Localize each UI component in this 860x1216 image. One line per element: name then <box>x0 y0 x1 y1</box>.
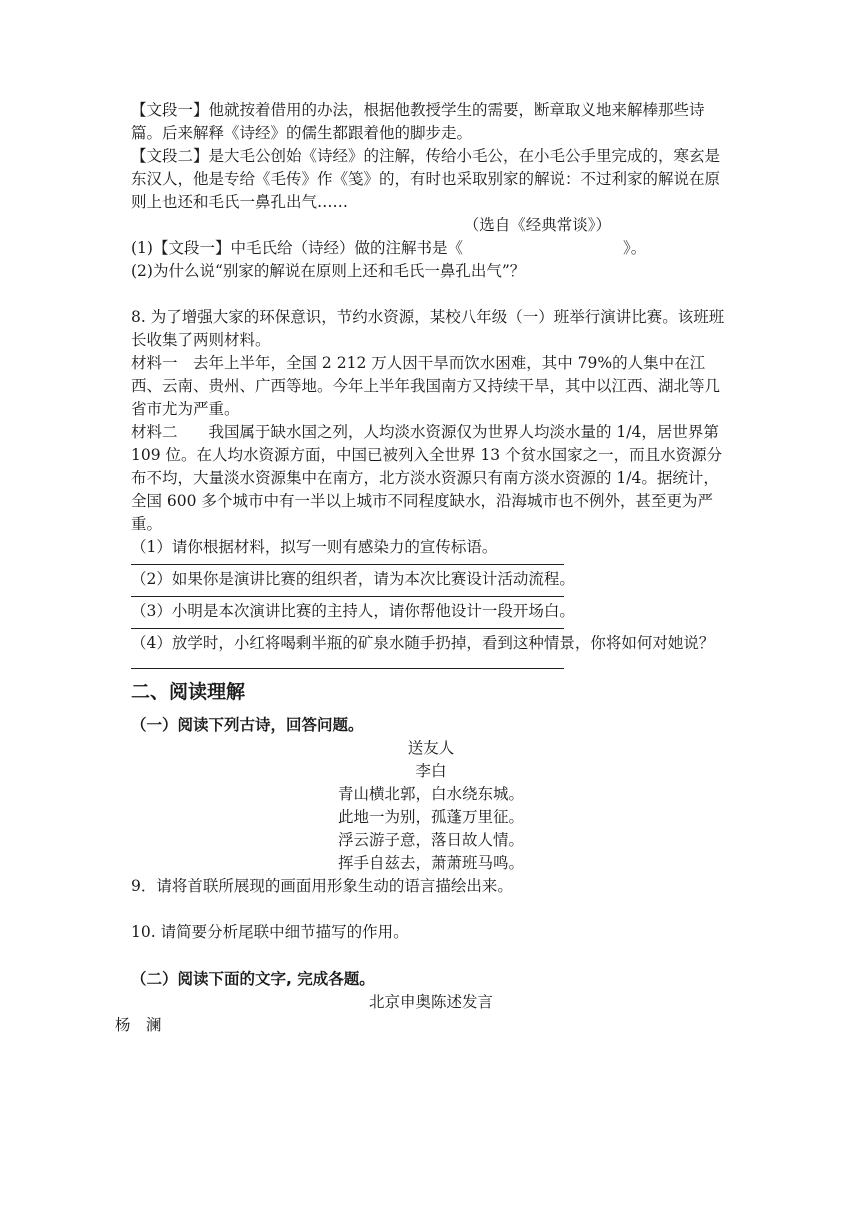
answer-line <box>131 595 564 597</box>
question-8-intro: 8. 为了增强大家的环保意识，节约水资源，某校八年级（一）班举行演讲比赛。该班班长收集了两则材料。 <box>131 308 725 349</box>
answer-line <box>131 563 564 565</box>
source-note: （选自《经典常谈》） <box>463 216 611 234</box>
answer-line <box>131 627 564 629</box>
subsection-heading-1: （一）阅读下列古诗，回答问题。 <box>131 716 364 734</box>
question-7-1-end: 》。 <box>622 239 647 257</box>
material-two: 材料二 我国属于缺水国之列，人均淡水资源仅为世界人均淡水量的 1/4，居世界第 109 位。在人均水资源方面，中国已被列入全世界 13 个贫水国家之一，而且水资源分布不均，大量淡水资源集中在南方，北方淡水资源只有南方淡水资源的 1/4。据统计，全国 600 多个城市中有一半以上城市不同程度缺水，沿海城市也不例外，甚至更为严重。 <box>131 423 724 533</box>
question-7-1-text: (1)【文段一】中毛氏给（诗经）做的注解书是《 <box>131 239 463 257</box>
document-page <box>115 99 731 1037</box>
poem-author: 李白 <box>415 762 447 780</box>
question-9: 9．请将首联所展现的画面用形象生动的语言描绘出来。 <box>131 877 513 895</box>
question-8-4: （4）放学时，小红将喝剩半瓶的矿泉水随手扔掉，看到这种情景，你将如何对她说？ <box>131 634 715 652</box>
poem-title: 送友人 <box>407 739 455 757</box>
question-8-2: （2）如果你是演讲比赛的组织者，请为本次比赛设计活动流程。 <box>131 570 575 588</box>
passage-two: 【文段二】是大毛公创始《诗经》的注解，传给小毛公，在小毛公手里完成的，寒玄是东汉人，他是专给《毛传》作《笺》的，有时也采取别家的解说：不过利家的解说在原则上也还和毛氏一鼻孔出气…… <box>131 147 721 211</box>
question-7-2: (2)为什么说“别家的解说在原则上还和毛氏一鼻孔出气”？ <box>131 262 526 280</box>
poem-line: 挥手自兹去，萧萧班马鸣。 <box>337 854 524 872</box>
article-author: 杨 澜 <box>115 1016 162 1034</box>
subsection-heading-2: （二）阅读下面的文字, 完成各题。 <box>131 970 375 988</box>
material-one: 材料一 去年上半年，全国 2 212 万人因干旱而饮水困难，其中 79%的人集中在江西、云南、贵州、广西等地。今年上半年我国南方又持续干旱，其中以江西、湖北等几省市尤为严重。 <box>131 354 721 418</box>
question-10: 10. 请简要分析尾联中细节描写的作用。 <box>131 923 409 941</box>
passage-one: 【文段一】他就按着借用的办法，根据他教授学生的需要，断章取义地来解棒那些诗篇。后来解释《诗经》的儒生都跟着他的脚步走。 <box>131 101 705 142</box>
article-title: 北京申奥陈述发言 <box>368 993 493 1011</box>
question-8-3: （3）小明是本次演讲比赛的主持人，请你帮他设计一段开场白。 <box>131 602 575 620</box>
poem-line: 此地一为别，孤蓬万里征。 <box>337 808 524 826</box>
poem-line: 青山横北郭，白水绕东城。 <box>337 785 524 803</box>
section-heading: 二、阅读理解 <box>131 681 246 703</box>
question-8-1: （1）请你根据材料，拟写一则有感染力的宣传标语。 <box>131 538 498 556</box>
poem-line: 浮云游子意，落日故人情。 <box>337 831 524 849</box>
answer-line <box>131 667 564 669</box>
question-7-1 <box>131 237 731 260</box>
